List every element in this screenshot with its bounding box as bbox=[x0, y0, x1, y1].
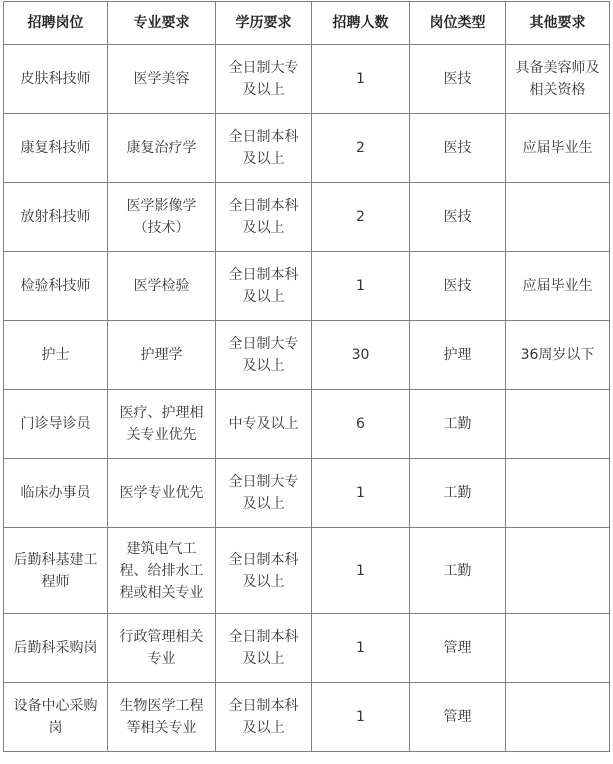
cell-position: 临床办事员 bbox=[4, 459, 108, 528]
cell-type: 医技 bbox=[410, 45, 506, 114]
cell-type: 工勤 bbox=[410, 528, 506, 614]
cell-education: 全日制本科及以上 bbox=[216, 528, 312, 614]
cell-count: 2 bbox=[312, 183, 410, 252]
cell-position: 护士 bbox=[4, 321, 108, 390]
header-count: 招聘人数 bbox=[312, 2, 410, 45]
cell-position: 康复科技师 bbox=[4, 114, 108, 183]
cell-major: 建筑电气工程、给排水工程或相关专业 bbox=[108, 528, 216, 614]
cell-type: 医技 bbox=[410, 252, 506, 321]
cell-major: 医疗、护理相关专业优先 bbox=[108, 390, 216, 459]
header-major: 专业要求 bbox=[108, 2, 216, 45]
cell-count: 1 bbox=[312, 459, 410, 528]
table-row bbox=[4, 683, 610, 752]
cell-other: 应届毕业生 bbox=[506, 114, 610, 183]
cell-education: 全日制大专及以上 bbox=[216, 321, 312, 390]
cell-major: 康复治疗学 bbox=[108, 114, 216, 183]
cell-education: 中专及以上 bbox=[216, 390, 312, 459]
table-row bbox=[4, 528, 610, 614]
table-row bbox=[4, 183, 610, 252]
cell-major: 行政管理相关专业 bbox=[108, 614, 216, 683]
cell-other bbox=[506, 614, 610, 683]
table-row bbox=[4, 614, 610, 683]
cell-count: 30 bbox=[312, 321, 410, 390]
cell-type: 护理 bbox=[410, 321, 506, 390]
header-other: 其他要求 bbox=[506, 2, 610, 45]
cell-position: 检验科技师 bbox=[4, 252, 108, 321]
cell-other bbox=[506, 683, 610, 752]
cell-position: 放射科技师 bbox=[4, 183, 108, 252]
cell-major: 医学检验 bbox=[108, 252, 216, 321]
cell-other bbox=[506, 183, 610, 252]
cell-position: 后勤科基建工程师 bbox=[4, 528, 108, 614]
table-row bbox=[4, 390, 610, 459]
cell-education: 全日制大专及以上 bbox=[216, 45, 312, 114]
header-type: 岗位类型 bbox=[410, 2, 506, 45]
cell-major: 医学专业优先 bbox=[108, 459, 216, 528]
cell-position: 后勤科采购岗 bbox=[4, 614, 108, 683]
cell-education: 全日制本科及以上 bbox=[216, 183, 312, 252]
table-row bbox=[4, 321, 610, 390]
cell-major: 护理学 bbox=[108, 321, 216, 390]
cell-major: 医学美容 bbox=[108, 45, 216, 114]
table-row bbox=[4, 45, 610, 114]
cell-education: 全日制本科及以上 bbox=[216, 252, 312, 321]
cell-type: 医技 bbox=[410, 183, 506, 252]
header-position: 招聘岗位 bbox=[4, 2, 108, 45]
table-row bbox=[4, 114, 610, 183]
cell-type: 管理 bbox=[410, 614, 506, 683]
cell-position: 门诊导诊员 bbox=[4, 390, 108, 459]
cell-count: 1 bbox=[312, 683, 410, 752]
table-row bbox=[4, 459, 610, 528]
cell-type: 工勤 bbox=[410, 459, 506, 528]
header-education: 学历要求 bbox=[216, 2, 312, 45]
cell-other bbox=[506, 528, 610, 614]
cell-count: 1 bbox=[312, 528, 410, 614]
table-row bbox=[4, 252, 610, 321]
cell-type: 医技 bbox=[410, 114, 506, 183]
cell-type: 管理 bbox=[410, 683, 506, 752]
cell-other: 具备美容师及相关资格 bbox=[506, 45, 610, 114]
cell-education: 全日制本科及以上 bbox=[216, 114, 312, 183]
cell-major: 生物医学工程等相关专业 bbox=[108, 683, 216, 752]
cell-count: 1 bbox=[312, 45, 410, 114]
cell-position: 皮肤科技师 bbox=[4, 45, 108, 114]
cell-other: 36周岁以下 bbox=[506, 321, 610, 390]
cell-other bbox=[506, 459, 610, 528]
cell-education: 全日制本科及以上 bbox=[216, 683, 312, 752]
cell-count: 6 bbox=[312, 390, 410, 459]
cell-major: 医学影像学（技术） bbox=[108, 183, 216, 252]
cell-type: 工勤 bbox=[410, 390, 506, 459]
cell-other: 应届毕业生 bbox=[506, 252, 610, 321]
cell-count: 1 bbox=[312, 614, 410, 683]
cell-count: 1 bbox=[312, 252, 410, 321]
recruitment-table bbox=[3, 1, 610, 752]
cell-other bbox=[506, 390, 610, 459]
cell-education: 全日制本科及以上 bbox=[216, 614, 312, 683]
header-row bbox=[4, 2, 610, 45]
cell-education: 全日制大专及以上 bbox=[216, 459, 312, 528]
cell-position: 设备中心采购岗 bbox=[4, 683, 108, 752]
cell-count: 2 bbox=[312, 114, 410, 183]
